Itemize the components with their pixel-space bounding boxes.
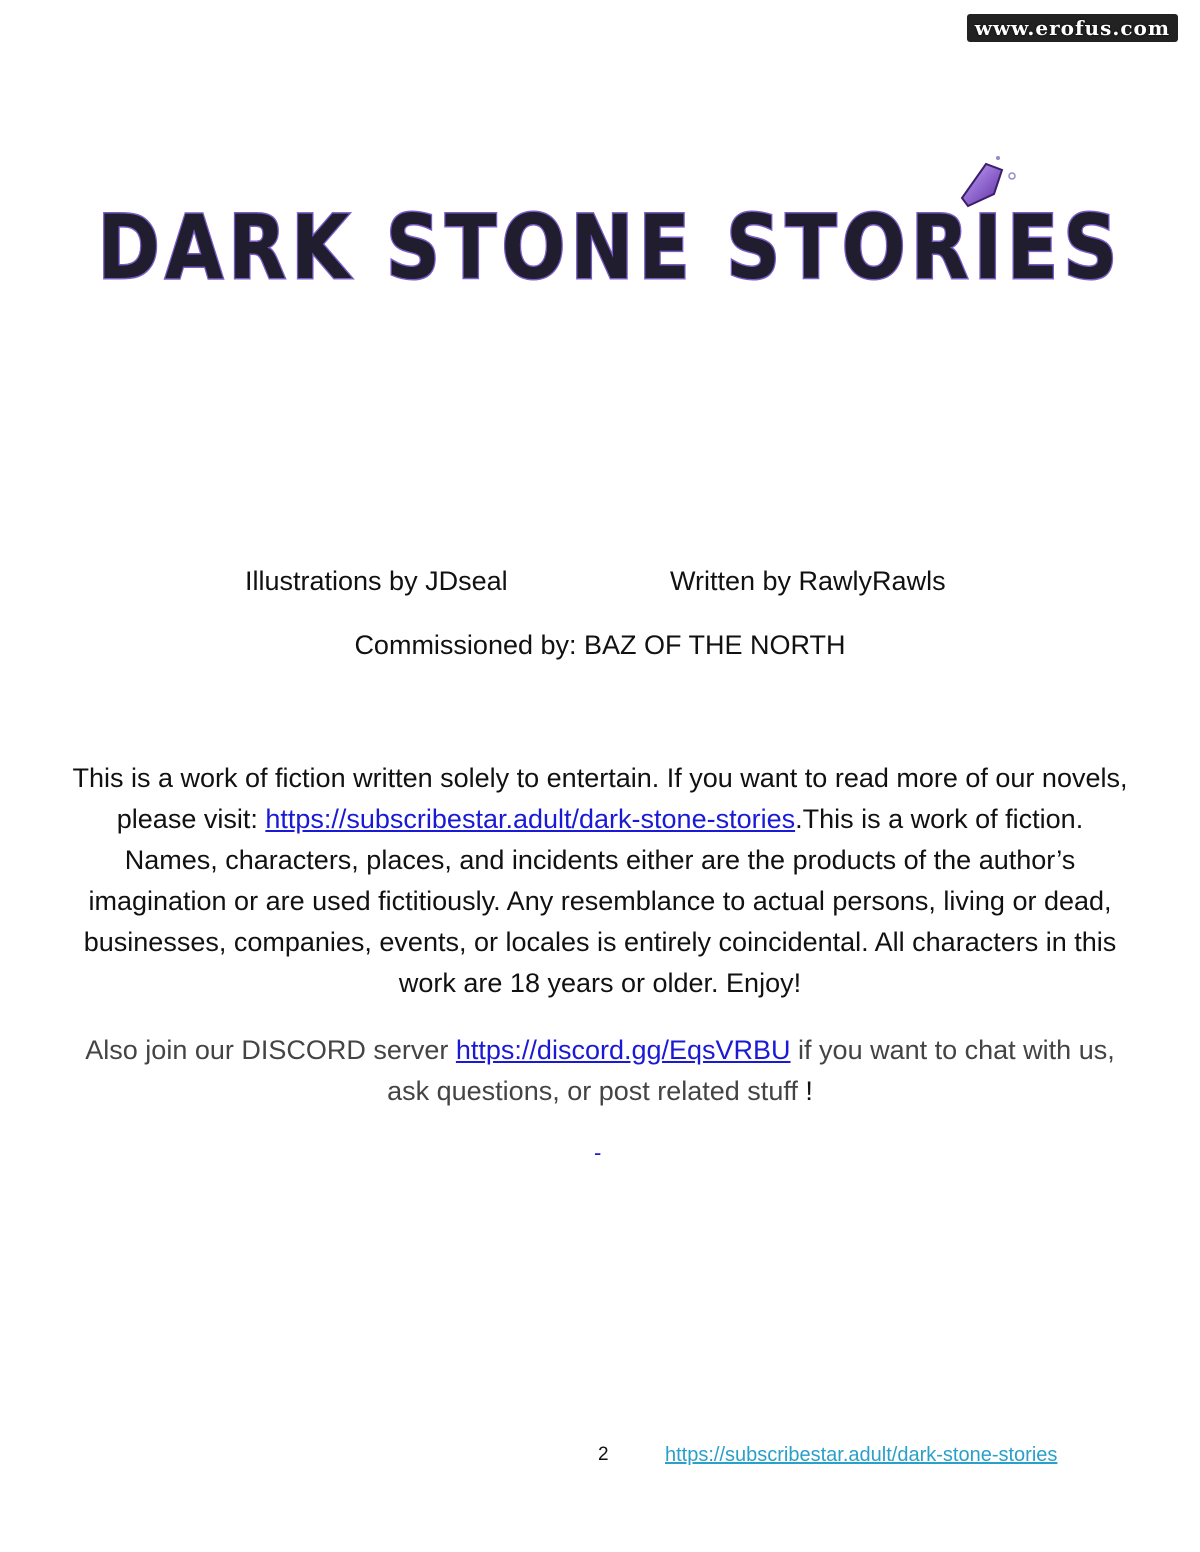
dash-mark: -: [594, 1140, 602, 1165]
page-number: 2: [598, 1444, 609, 1465]
discord-link[interactable]: https://discord.gg/EqsVRBU: [455, 1035, 791, 1065]
dark-stone-stories-logo: [90, 150, 1130, 310]
watermark: [967, 14, 1178, 42]
disclaimer-rest: .This is a work of fiction. Names, characters, places, and incidents either are the products of the author’s imagination or are used fictitiously. Any resemblance to actual persons, living or dead, businesses, companies, events, or locales is entirely coincidental. All characters in this work are 18 years or older. Enjoy!: [83, 804, 1117, 998]
disclaimer-paragraph: [70, 758, 1130, 1004]
discord-end: !: [797, 1076, 813, 1106]
discord-rest: if you want to chat with us, ask questions, or post related stuff: [387, 1035, 1115, 1106]
logo-svg: [90, 150, 1130, 310]
discord-intro: Also join our DISCORD server: [85, 1035, 456, 1065]
watermark-text: www.erofus.com: [974, 16, 1170, 40]
subscribestar-link[interactable]: https://subscribestar.adult/dark-stone-stories: [265, 804, 796, 834]
commission-credit: Commissioned by: BAZ OF THE NORTH: [354, 630, 846, 660]
illustrator-credit: Illustrations by JDseal: [245, 566, 508, 596]
footer-subscribestar-link[interactable]: https://subscribestar.adult/dark-stone-stories: [665, 1444, 1058, 1466]
discord-paragraph: [70, 1030, 1130, 1112]
logo-title: DARK STONE STORIES: [97, 196, 1123, 299]
writer-credit: Written by RawlyRawls: [670, 566, 946, 596]
credits-row: [0, 560, 1200, 608]
disclaimer-intro: This is a work of fiction written solely to entertain. If you want to read more of our novels, please visit:: [72, 763, 1128, 834]
